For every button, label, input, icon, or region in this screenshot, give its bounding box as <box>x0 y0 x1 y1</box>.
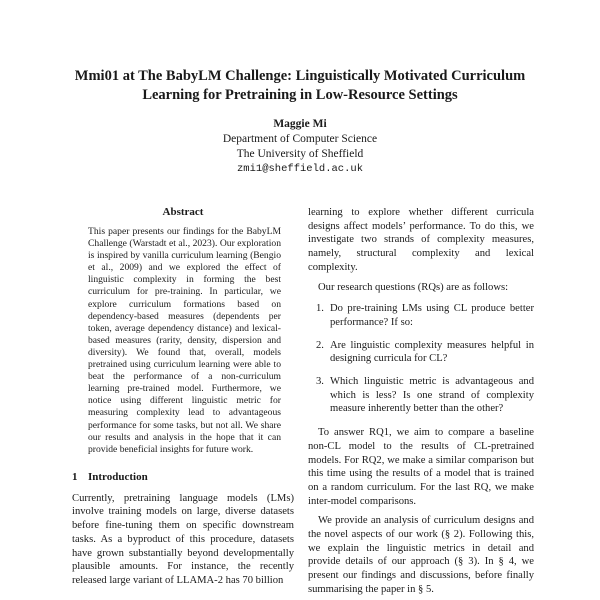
author-email: zmi1@sheffield.ac.uk <box>236 163 364 175</box>
rq-intro: Our research questions (RQs) are as follows: <box>318 281 509 293</box>
paper-title <box>40 67 560 105</box>
right-column <box>308 206 534 597</box>
list-item-label: 1. <box>316 303 324 315</box>
author-block <box>150 117 450 177</box>
list-item-label: 2. <box>316 339 324 351</box>
section-title: Introduction <box>88 470 148 483</box>
list-item-text: Which linguistic metric is advantageous and which is less? Is one strand of complexity measure inherently better than the other? <box>330 376 534 415</box>
list-item-text: Do pre-training LMs using CL produce better performance? If so: <box>330 303 534 328</box>
list-item-text: Are linguistic complexity measures helpful in designing curricula for CL? <box>330 339 534 365</box>
list-item <box>308 302 534 329</box>
answer-paragraph: To answer RQ1, we aim to compare a baseline non-CL model to the results of CL-pretrained models. For RQ2, we make a similar comparison but this time using the results of a model that is trained on a random curriculum. For the last RQ, we make inter-model comparisons. <box>308 427 534 507</box>
continued-paragraph: learning to explore whether different curricula designs affect models’ performance. To do this, we investigate two strands of complexity measures, namely, structural complexity and lexical complexity. <box>308 207 534 273</box>
research-questions-list <box>308 302 534 416</box>
title-line-2: Learning for Pretraining in Low-Resource Settings <box>142 87 458 103</box>
introduction-paragraph-1: Currently, pretraining language models (LMs) involve training models on large, diverse datasets before fine-tuning them on specific downstream tasks. As a byproduct of this procedure, datasets have grown substantially beyond developmentally plausible amounts. For instance, the recently released large variant of LLAMA-2 has 70 billion <box>72 492 294 586</box>
author-name: Maggie Mi <box>273 118 327 130</box>
overview-paragraph: We provide an analysis of curriculum designs and the novel aspects of our work (§ 2). Following this, we explain the linguistic metrics in detail and provide details of our approach (§ 3). In § 4, we present our findings and discussions, before finally summarising the paper in § 5. <box>308 515 534 595</box>
list-item <box>308 339 534 366</box>
section-number: 1 <box>72 470 78 483</box>
section-heading-introduction <box>72 470 294 484</box>
title-line-1: Mmi01 at The BabyLM Challenge: Linguistically Motivated Curriculum <box>74 68 526 84</box>
author-university: The University of Sheffield <box>236 148 364 160</box>
abstract-text: This paper presents our findings for the BabyLM Challenge (Warstadt et al., 2023). Our exploration is inspired by vanilla curriculum learning (Bengio et al., 2009) and we explored the effect of linguistic complexity in forming the best curriculum for pre-training. In particular, we explore curriculum formations based on dependency-based measures (dependents per token, average dependency distance) and lexical-based measures (rarity, density, dispersion and diversity). We found that, overall, models pretrained using curriculum learning were able to beat the performance of a non-curriculum learning pre-trained model. Furthermore, we notice using different linguistic metric for measuring complexity lead to advantageous performance for some tasks, but not all. We share our results and analysis in the hope that it can provide beneficial insights for future work. <box>88 226 281 455</box>
left-column <box>72 205 294 588</box>
list-item <box>308 375 534 416</box>
author-department: Department of Computer Science <box>222 133 378 145</box>
abstract-heading: Abstract <box>162 206 204 218</box>
list-item-label: 3. <box>316 376 324 388</box>
